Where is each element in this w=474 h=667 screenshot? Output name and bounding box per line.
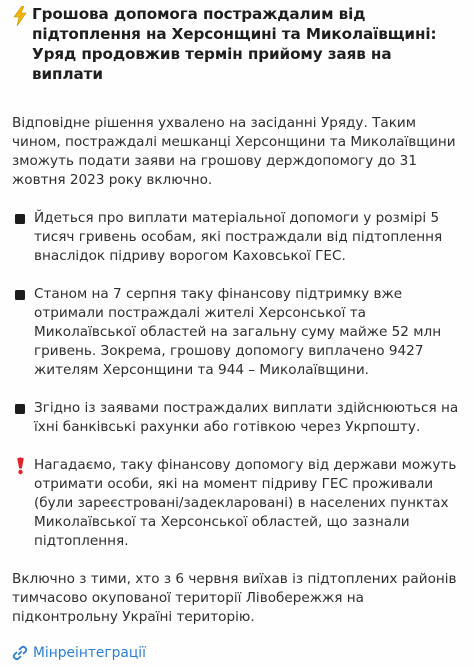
post-headline — [12, 4, 464, 84]
black-square-icon — [15, 404, 25, 414]
black-square-icon — [15, 214, 25, 224]
paragraph-text: Станом на 7 серпня таку фінансову підтримку вже отримали постраждалі жителі Херсонської та Миколаївської областей на загальну суму майже 52 млн гривень. Зокрема, грошову допомогу виплачено 9427 жителям Херсонщини та 944 – Миколаївщини. — [34, 286, 442, 378]
paragraph-payment-method — [12, 399, 464, 437]
source-footer — [12, 642, 146, 664]
paragraph-reminder — [12, 456, 464, 551]
headline-text: Грошова допомога постраждалим від підтоплення на Херсонщині та Миколаївщині: Уряд продовжив термін прийому заяв на виплати — [32, 5, 437, 83]
red-exclamation-icon — [16, 457, 25, 475]
paragraph-text: Нагадаємо, таку фінансову допомогу від держави можуть отримати особи, які на момент підриву ГЕС проживали (були зареєстровані/задекларовані) в населених пунктах Миколаївської та Херсонської областей, що зазнали підтоплення. — [34, 457, 457, 549]
paragraph-including — [12, 570, 464, 627]
lightning-bolt-icon — [12, 6, 28, 26]
link-icon — [12, 645, 28, 661]
paragraph-text: Включно з тими, хто з 6 червня виїхав із підтоплених районів тимчасово окупованої території Лівобережжя на підконтрольну Україні територію. — [12, 571, 457, 625]
paragraph-intro — [12, 114, 464, 190]
paragraph-text: Йдеться про виплати матеріальної допомоги у розмірі 5 тисяч гривень особам, які постраждали від підтоплення внаслідок підриву ворогом Каховської ГЕС. — [34, 210, 443, 264]
paragraph-text: Відповідне рішення ухвалено на засіданні Уряду. Таким чином, постраждалі мешканці Херсонщини та Миколаївщини зможуть подати заяви на грошову держдопомогу до 31 жовтня 2023 року включно. — [12, 115, 456, 188]
black-square-icon — [15, 290, 25, 300]
paragraph-payment-stats — [12, 285, 464, 380]
paragraph-text: Згідно із заявами постраждалих виплати здійснюються на їхні банківські рахунки або готівкою через Укрпошту. — [34, 400, 459, 435]
source-link[interactable]: Мінреінтеграції — [33, 645, 146, 661]
paragraph-payment-amount — [12, 209, 464, 266]
